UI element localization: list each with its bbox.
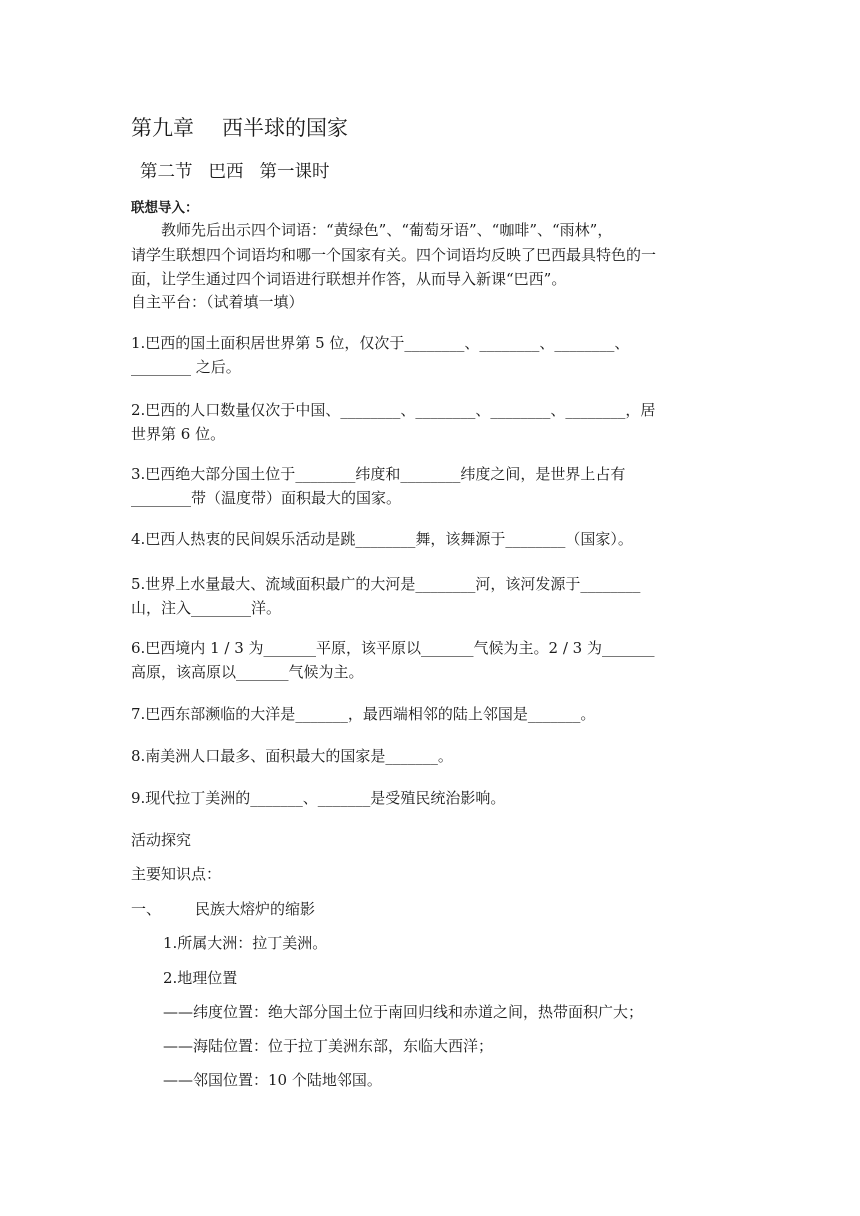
- section-number: 第二节: [140, 162, 193, 182]
- question-1-line-1: 1.巴西的国土面积居世界第 5 位，仅次于________、________、________、: [131, 334, 630, 352]
- question-7: 7.巴西东部濒临的大洋是_______，最西端相邻的陆上邻国是_______。: [131, 705, 596, 723]
- item-neighbors: ——邻国位置：10 个陆地邻国。: [163, 1071, 382, 1089]
- question-5-line-1: 5.世界上水量最大、流域面积最广的大河是________河，该河发源于________: [131, 575, 641, 593]
- question-6-line-2: 高原，该高原以_______气候为主。: [131, 663, 364, 681]
- part-1-heading: [131, 897, 731, 922]
- chapter-heading: [131, 114, 731, 142]
- chapter-name: 西半球的国家: [222, 116, 348, 140]
- lesson-label: 第一课时: [259, 162, 330, 182]
- question-2-line-2: 世界第 6 位。: [131, 425, 226, 443]
- question-9: 9.现代拉丁美洲的_______、_______是受殖民统治影响。: [131, 789, 506, 807]
- part-1-title: 民族大熔炉的缩影: [195, 900, 316, 918]
- intro-line-2: 请学生联想四个词语均和哪一个国家有关。四个词语均反映了巴西最具特色的一: [131, 246, 657, 264]
- activity-heading: 活动探究: [131, 831, 192, 849]
- item-sea-land: ——海陆位置：位于拉丁美洲东部，东临大西洋；: [163, 1037, 494, 1055]
- question-1-line-2: ________ 之后。: [131, 358, 241, 376]
- question-3-line-1: 3.巴西绝大部分国土位于________纬度和________纬度之间，是世界上占有: [131, 465, 626, 483]
- knowledge-heading: 主要知识点：: [131, 865, 222, 883]
- chapter-number: 第九章: [131, 116, 194, 140]
- item-latitude: ——纬度位置：绝大部分国土位于南回归线和赤道之间，热带面积广大；: [163, 1003, 644, 1021]
- item-continent: 1.所属大洲：拉丁美洲。: [163, 934, 328, 952]
- intro-heading: 联想导入：: [131, 200, 199, 216]
- question-3-line-2: ________带（温度带）面积最大的国家。: [131, 489, 402, 507]
- item-location: 2.地理位置: [163, 969, 238, 987]
- question-4: 4.巴西人热衷的民间娱乐活动是跳________舞，该舞源于________（国家）。: [131, 530, 633, 548]
- question-5-line-2: 山，注入________洋。: [131, 599, 282, 617]
- intro-line-3: 面，让学生通过四个词语进行联想并作答，从而导入新课“巴西”。: [131, 270, 567, 288]
- part-1-number: 一、: [131, 900, 162, 918]
- question-2-line-1: 2.巴西的人口数量仅次于中国、________、________、________、________，居: [131, 401, 656, 419]
- intro-line-1: 教师先后出示四个词语：“黄绿色”、“葡萄牙语”、“咖啡”、“雨林”，: [161, 221, 613, 239]
- section-name: 巴西: [208, 162, 244, 182]
- question-6-line-1: 6.巴西境内 1 / 3 为_______平原，该平原以_______气候为主。2 / 3 为_______: [131, 639, 655, 657]
- platform-heading: 自主平台：（试着填一填）: [131, 293, 304, 311]
- section-heading: [140, 159, 740, 185]
- question-8: 8.南美洲人口最多、面积最大的国家是_______。: [131, 747, 453, 765]
